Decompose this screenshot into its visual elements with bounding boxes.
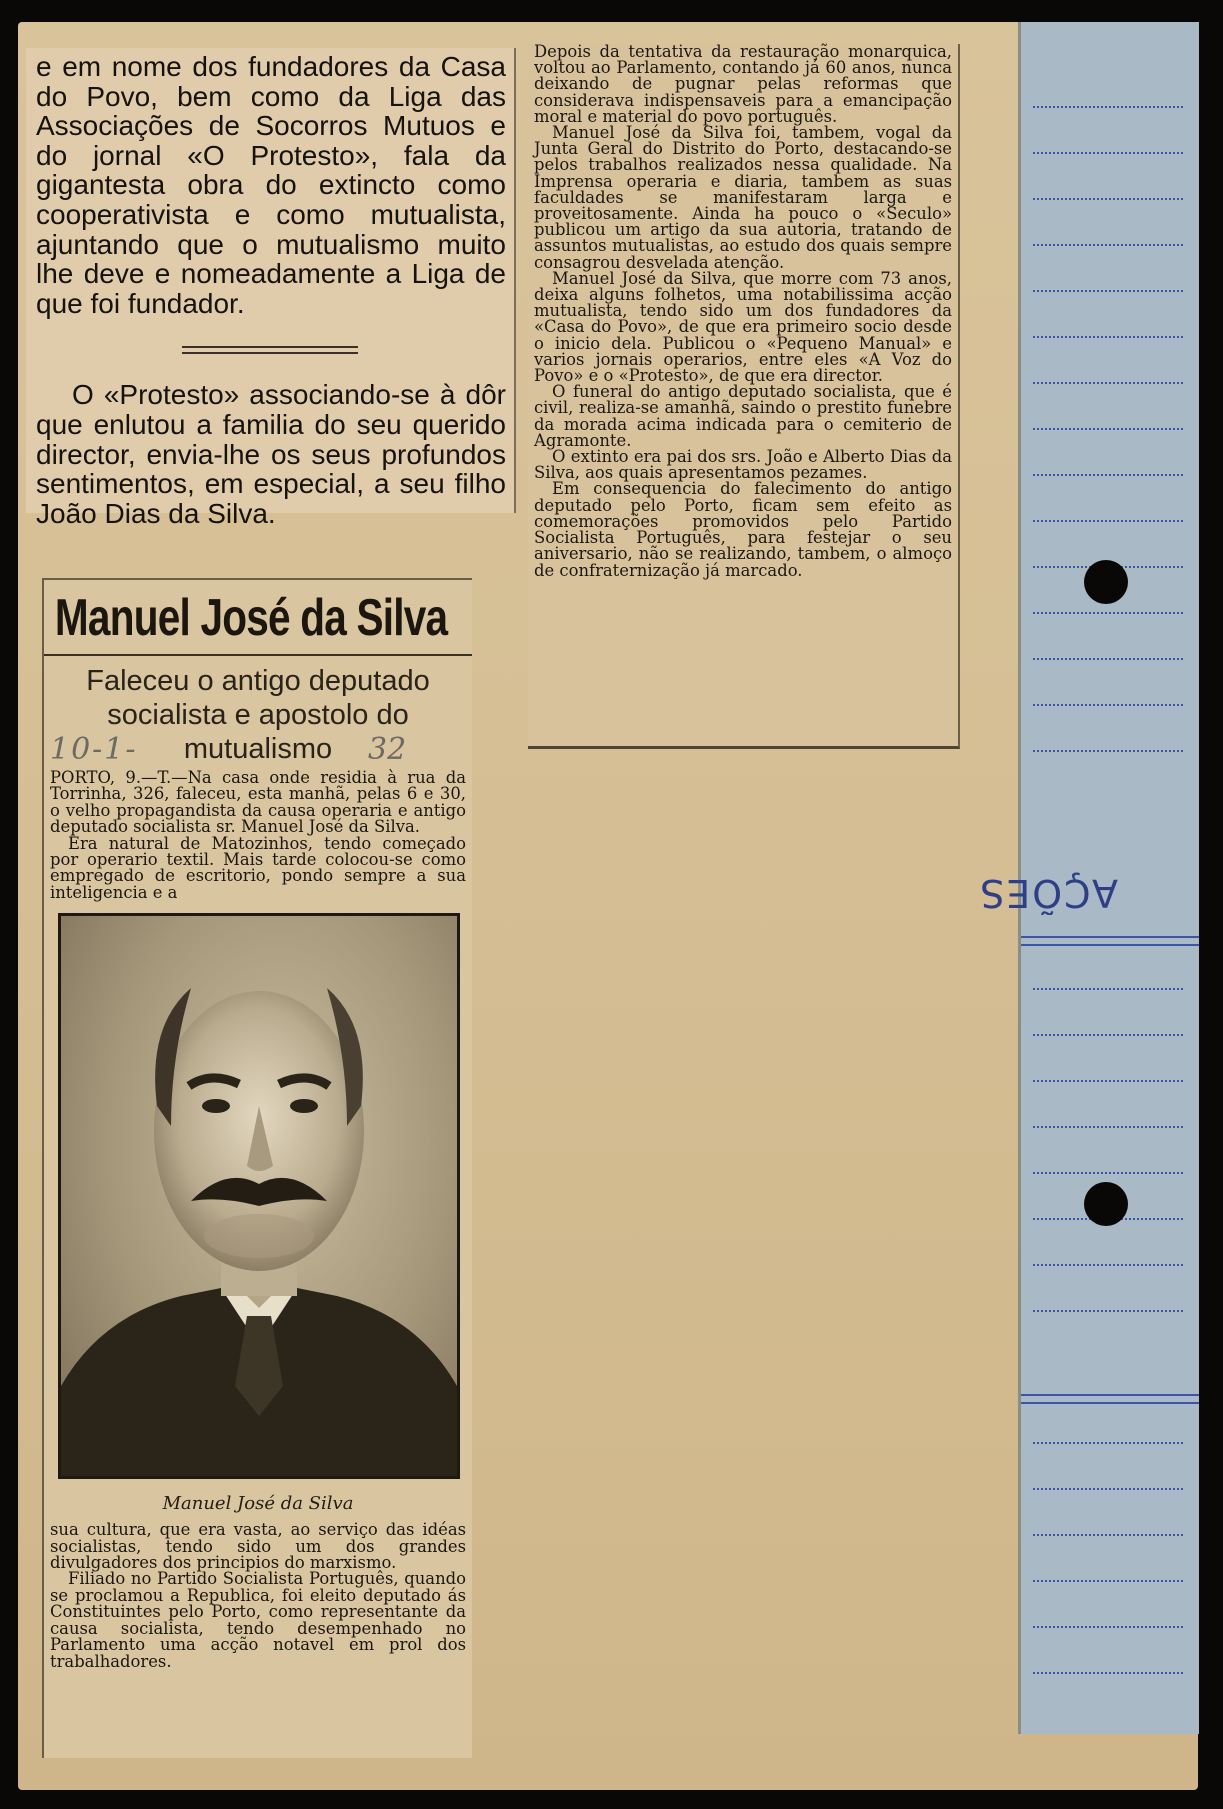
tab-dotted-line <box>1033 1672 1183 1674</box>
obituary-subhead: Faleceu o antigo deputado socialista e apostolo do mutualismo <box>86 665 430 765</box>
punch-hole <box>1084 560 1128 604</box>
article-paragraph: sua cultura, que era vasta, ao serviço das idéas socialistas, tendo sido um dos grandes divulgadores dos principios do marxismo. <box>50 1520 466 1573</box>
obituary-headline: Manuel José da Silva <box>54 589 448 647</box>
tab-dotted-line <box>1033 474 1183 476</box>
article-paragraph: Manuel José da Silva, que morre com 73 anos, deixa alguns folhetos, uma notabilissima acção mutualista, tendo sido um dos fundadores da «Casa do Povo», de que era primeiro socio desde o inicio dela. Publicou o «Pequeno Manual» e varios jornais operarios, entre eles «A Voz do Povo» e o «Protesto», de que era director. <box>534 268 952 386</box>
article-paragraph: Era natural de Matozinhos, tendo começado por operario textil. Mais tarde colocou-se como empregado de escritorio, pondo sempre a sua inteligencia e a <box>50 833 466 902</box>
tab-dotted-line <box>1033 1442 1183 1444</box>
tab-dotted-line <box>1033 152 1183 154</box>
tab-dotted-line <box>1033 1488 1183 1490</box>
tab-double-rule <box>1021 936 1199 946</box>
photo-caption: Manuel José da Silva <box>162 1493 354 1515</box>
clipping-top-left <box>26 48 516 529</box>
tab-dotted-line <box>1033 750 1183 752</box>
tab-dotted-line <box>1033 290 1183 292</box>
section-divider <box>182 346 358 354</box>
tab-dotted-line <box>1033 1080 1183 1082</box>
article-paragraph: PORTO, 9.—T.—Na casa onde residia à rua da Torrinha, 326, faleceu, esta manhã, pelas 6 e 30, o velho propagandista da causa operaria e antigo deputado socialista sr. Manuel José da Silva. <box>50 768 466 837</box>
headline-rule <box>44 654 472 656</box>
tab-label: AÇÕES <box>978 871 1118 915</box>
tab-dotted-line <box>1033 1580 1183 1582</box>
clipping-paragraph: O «Protesto» associando-se à dôr que enlutou a familia do seu querido director, envia-lhe os seus profundos sentimentos, em especial, a seu filho João Dias da Silva. <box>36 379 506 529</box>
tab-dotted-line <box>1033 1310 1183 1312</box>
tab-dotted-line <box>1033 520 1183 522</box>
tab-dotted-line <box>1033 1126 1183 1128</box>
tab-dotted-line <box>1033 704 1183 706</box>
tab-dotted-line <box>1033 336 1183 338</box>
article-paragraph: Manuel José da Silva foi, tambem, vogal da Junta Geral do Distrito do Porto, destacando-se pelos trabalhos realizados nessa qualidade. Na Imprensa operaria e diaria, tambem as suas faculdades se manifestaram larga e proveitosamente. Ainda ha pouco o «Seculo» publicou um artigo da sua autoria, tratando de assuntos mutualistas, ao estudo dos quais sempre consagrou desvelada atenção. <box>534 123 952 272</box>
portrait-illustration <box>61 916 457 1476</box>
handwritten-date: 10-1- <box>50 732 138 767</box>
article-paragraph: Em consequencia do falecimento do antigo deputado pelo Porto, ficam sem efeito as comemorações promovidos pelo Partido Socialista Português, para festejar o seu aniversario, não se realizando, tambem, o almoço de confraternização já marcado. <box>534 479 952 580</box>
article-paragraph: O funeral do antigo deputado socialista, que é civil, realiza-se amanhã, saindo o prestito funebre da morada acima indicada para o cemiterio de Agramonte. <box>534 382 952 450</box>
tab-dotted-line <box>1033 428 1183 430</box>
article-paragraph: Depois da tentativa da restauração monarquica, voltou ao Parlamento, contando já 60 anos, nunca deixando de pugnar pelas reformas que considerava indispensaveis para a emancipação moral e material do povo português. <box>534 42 952 126</box>
tab-dotted-line <box>1033 1172 1183 1174</box>
punch-hole <box>1084 1182 1128 1226</box>
tab-dotted-line <box>1033 658 1183 660</box>
tab-double-rule <box>1021 1394 1199 1404</box>
article-paragraph: O extinto era pai dos srs. João e Alberto Dias da Silva, aos quais apresentamos pezames. <box>534 447 952 483</box>
portrait-photo <box>58 913 460 1479</box>
tab-dotted-line <box>1033 612 1183 614</box>
tab-dotted-line <box>1033 198 1183 200</box>
tab-dotted-line <box>1033 1626 1183 1628</box>
tab-dotted-line <box>1033 1034 1183 1036</box>
tab-dotted-line <box>1033 244 1183 246</box>
tab-dotted-line <box>1033 1534 1183 1536</box>
tab-dotted-line <box>1033 106 1183 108</box>
clipping-paragraph: e em nome dos fundadores da Casa do Povo, bem como da Liga das Associações de Socorros Mutuos e do jornal «O Protesto», fala da gigantesta obra do extincto como cooperativista e como mutualista, ajuntando que o mutualismo muito lhe deve e nomeadamente a Liga de que foi fundador. <box>36 51 506 319</box>
article-paragraph: Filiado no Partido Socialista Português, quando se proclamou a Republica, foi eleito deputado ás Constituintes pelo Porto, como representante da causa socialista, tendo desempenhado no Parlamento uma acção notavel em prol dos trabalhadores. <box>50 1569 466 1671</box>
tab-dotted-line <box>1033 988 1183 990</box>
handwritten-year: 32 <box>368 732 407 767</box>
tab-dotted-line <box>1033 382 1183 384</box>
clipping-right-column <box>528 44 960 749</box>
obituary-clipping <box>42 578 472 1758</box>
tab-dotted-line <box>1033 1264 1183 1266</box>
